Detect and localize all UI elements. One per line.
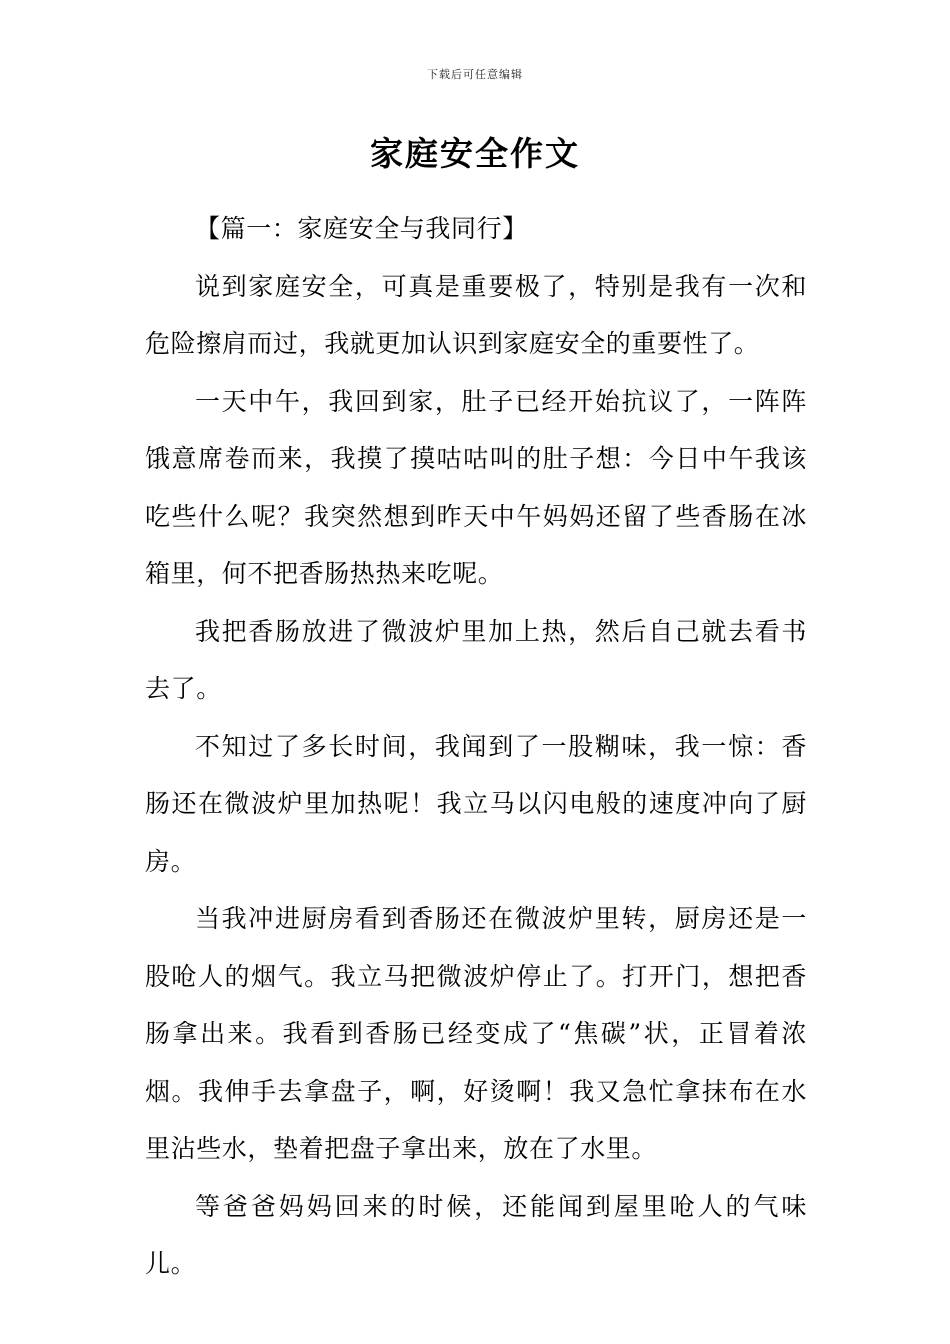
paragraph: 当我冲进厨房看到香肠还在微波炉里转，厨房还是一股呛人的烟气。我立马把微波炉停止了。打开门，想把香肠拿出来。我看到香肠已经变成了“焦碳”状，正冒着浓烟。我伸手去拿盘子，啊，好烫啊！我又急忙拿抹布在水里沾些水，垫着把盘子拿出来，放在了水里。 [145,904,807,1163]
paragraph: 说到家庭安全，可真是重要极了，特别是我有一次和危险擦肩而过，我就更加认识到家庭安全的重要性了。 [145,271,807,358]
document-title: 家庭安全作文 [370,134,580,173]
paragraph: 我把香肠放进了微波炉里加上热，然后自己就去看书去了。 [145,616,807,703]
document-body [145,200,807,1293]
section-heading: 【篇一：家庭安全与我同行】 [195,214,528,243]
paragraph: 一天中午，我回到家，肚子已经开始抗议了，一阵阵饿意席卷而来，我摸了摸咕咕叫的肚子想：今日中午我该吃些什么呢？我突然想到昨天中午妈妈还留了些香肠在冰箱里，何不把香肠热热来吃呢。 [145,386,807,588]
header-note: 下载后可任意编辑 [427,68,523,81]
paragraph: 等爸爸妈妈回来的时候，还能闻到屋里呛人的气味儿。 [145,1191,807,1278]
paragraph: 不知过了多长时间，我闻到了一股糊味，我一惊：香肠还在微波炉里加热呢！我立马以闪电般的速度冲向了厨房。 [145,731,807,876]
